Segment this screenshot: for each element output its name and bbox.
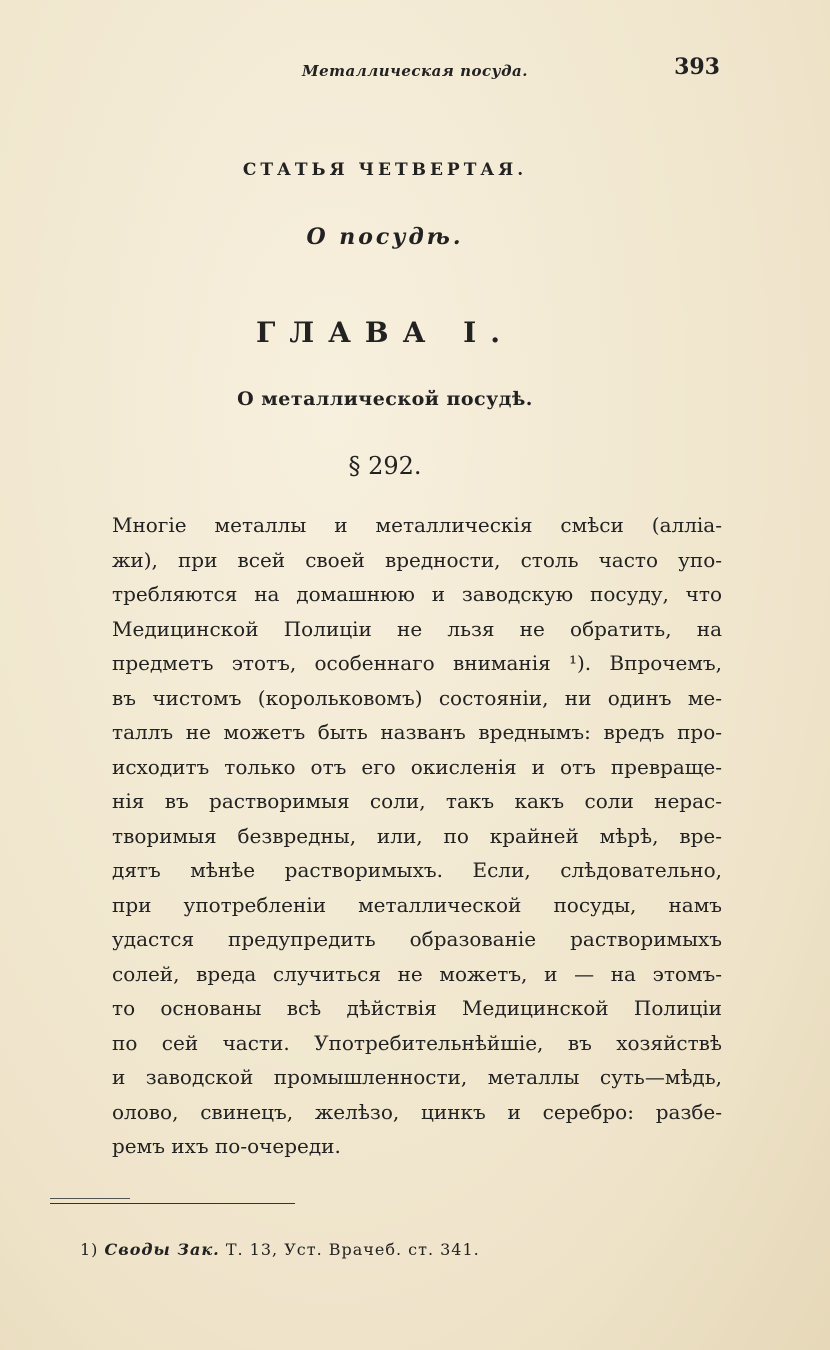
body-line: дятъ мѣнѣе растворимыхъ. Если, слѣдовательно, (112, 858, 722, 882)
footnote-marker: 1) (80, 1240, 99, 1259)
footnote-rule (50, 1203, 295, 1204)
body-line: предметъ этотъ, особеннаго вниманія ¹). Впрочемъ, (112, 651, 722, 675)
body-line: творимыя безвредны, или, по крайней мѣрѣ, вре- (112, 823, 722, 848)
chapter-title: О металлической посудѣ. (237, 388, 533, 410)
body-line: по сей части. Употребительнѣйшіе, въ хозяйствѣ (112, 1030, 722, 1055)
running-head: Металлическая посуда. (302, 62, 528, 80)
body-line: въ чистомъ (корольковомъ) состояніи, ни одинъ ме- (112, 685, 722, 710)
article-title: СТАТЬЯ ЧЕТВЕРТАЯ. (242, 160, 528, 180)
body-line: жи), при всей своей вредности, столь часто упо- (112, 547, 722, 572)
footnote-reference: Т. 13, Уст. Врачеб. ст. 341. (225, 1240, 480, 1259)
body-line: солей, вреда случиться не можетъ, и — на этомъ- (112, 961, 722, 986)
body-line: исходитъ только отъ его окисленія и отъ превраще- (112, 754, 722, 779)
page-number: 393 (674, 54, 720, 80)
body-line: и заводской промышленности, металлы суть—мѣдь, (112, 1065, 722, 1089)
footnote-rule-short (50, 1198, 130, 1199)
chapter-heading: ГЛАВА I. (256, 316, 514, 349)
footnote-source: Своды Зак. (104, 1240, 220, 1259)
body-line: ремъ ихъ по-очереди. (112, 1134, 341, 1158)
body-line: Многіе металлы и металлическія смѣси (алліа- (112, 513, 722, 537)
footnote (80, 1240, 480, 1259)
body-line: нія въ растворимыя соли, такъ какъ соли нерас- (112, 789, 722, 813)
section-number: § 292. (348, 452, 422, 480)
body-line: олово, свинецъ, желѣзо, цинкъ и серебро: разбе- (112, 1099, 722, 1124)
body-paragraph (112, 508, 722, 1164)
body-line: требляются на домашнюю и заводскую посуду, что (112, 582, 722, 606)
body-line: таллъ не можетъ быть названъ вреднымъ: вредъ про- (112, 720, 722, 744)
body-line: при употребленіи металлической посуды, намъ (112, 892, 722, 917)
subject-title: О посудѣ. (306, 224, 464, 250)
body-line: Медицинской Полиціи не льзя не обратить, на (112, 616, 722, 641)
body-line: удастся предупредить образованіе растворимыхъ (112, 927, 722, 951)
body-line: то основаны всѣ дѣйствія Медицинской Полиціи (112, 996, 722, 1020)
